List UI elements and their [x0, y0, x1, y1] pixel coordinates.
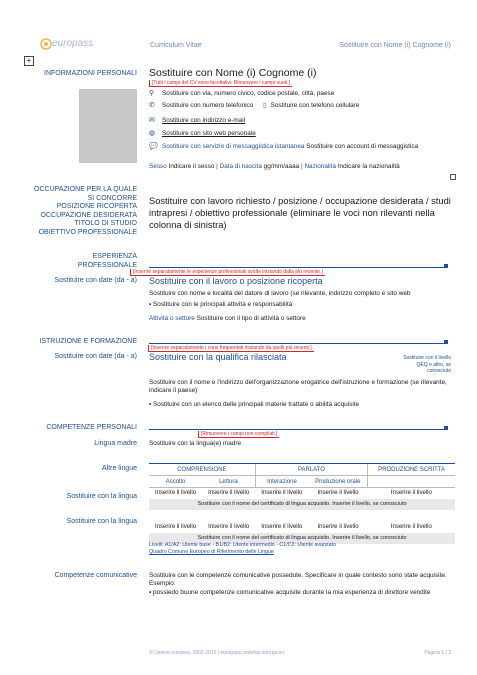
sex-value: Indicare il sesso [168, 163, 215, 170]
level-cell: Inserire il livello [155, 490, 197, 497]
framework-link[interactable]: Quadro Comune Europeo di Riferimento delle Lingue [149, 549, 274, 555]
web-row [149, 130, 256, 138]
communication-label: Competenze comunicative [54, 572, 137, 579]
experience-activities: ▪ Sostituire con le principali attività e responsabilità [149, 301, 293, 308]
dob-value: gg/mm/aaaa [263, 163, 300, 170]
level-cell: Inserire il livello [208, 524, 250, 530]
communication-text: Sostituire con le competenze comunicative possedute. Specificare in quale contesto sono state acquisite. Esempio: [149, 572, 447, 587]
objective-label: OCCUPAZIONE PER LA QUALE SI CONCORRE POSIZIONE RICOPERTA OCCUPAZIONE DESIDERATA TITOLO DI STUDIO OBIETTIVO PROFESSIONALE [34, 186, 137, 236]
sector-label: Attività o settore [149, 315, 195, 322]
phone-text: Sostituire con numero telefonico [162, 102, 254, 109]
education-divider-end [444, 340, 448, 344]
subhead-listening: Ascolto [149, 476, 202, 488]
other-languages-label: Altre lingue [101, 465, 137, 472]
mobile-text: Sostituire con telefono cellulare [270, 102, 360, 109]
skills-divider-end [444, 426, 448, 430]
education-eqf-level: Sostituire con il livello QEQ o altro, se conosciuto [403, 355, 451, 374]
plus-icon: + [26, 56, 32, 65]
im-row [149, 143, 418, 151]
language-row [149, 488, 455, 499]
website-link[interactable]: Sostituire con sito web personale [162, 130, 256, 137]
communication-bullet: ▪ possiedo buone competenze comunicative acquisite durante la mia esperienza di direttore vendite [149, 589, 431, 596]
group-writing: PRODUZIONE SCRITTA [368, 464, 455, 476]
location-icon: ⚲ [149, 90, 155, 97]
email-row [149, 117, 245, 125]
skills-divider [149, 429, 447, 430]
nationality-value: Indicare la nazionalità [337, 163, 400, 170]
level-cell: Inserire il livello [390, 524, 432, 530]
web-icon: ◍ [149, 130, 156, 137]
europass-logo [38, 37, 100, 51]
phone-icon: ✆ [149, 102, 155, 109]
im-label: Sostituire con servizio di messaggistica istantanea [162, 143, 305, 150]
education-note: [Inserire separatamente i corsi frequentati iniziando da quelli più recenti.] [148, 345, 314, 352]
subhead-interaction: Interazione [255, 476, 308, 488]
checkbox[interactable] [450, 174, 456, 180]
level-cell: Inserire il livello [261, 490, 303, 497]
dob-label: Data di nascita [219, 163, 262, 170]
logo-text: europass [52, 38, 94, 49]
experience-divider [149, 267, 447, 268]
language-name: Sostituire con la lingua [66, 518, 137, 525]
certificate-cell: Sostituire con il nome del certificato di lingua acquisito. Inserire il livello, se conosciuto [149, 533, 455, 544]
personal-details-row: Sesso Indicare il sesso | Data di nascita gg/mm/aaaa | Nazionalità Indicare la nazionalità [149, 163, 400, 170]
header-name: Sostituire con Nome (i) Cognome (i) [339, 42, 451, 49]
level-cell: Inserire il livello [261, 524, 303, 530]
level-cell: Inserire il livello [317, 490, 359, 497]
sector-value: Sostituire con il tipo di attività o settore [196, 315, 306, 322]
certificate-cell: Sostituire con il nome del certificato di lingua acquisito. Inserire il livello, se conosciuto [149, 499, 455, 510]
footer-page: Pagina 1 / 2 [424, 650, 451, 656]
experience-sector [149, 315, 306, 323]
footer-copyright: © Unione europea, 2002-2015 | europass.cedefop.europa.eu [149, 650, 285, 656]
skills-note: [Rimuovere i campi non compilati.] [198, 431, 279, 438]
education-org: Sostituire con il nome e l'indirizzo dell'organizzazione erogatrice dell'istruzione e formazione (se rilevante, indicare il paese) [149, 379, 447, 394]
group-speaking: PARLATO [255, 464, 368, 476]
person-name: Sostituire con Nome (i) Cognome (i) [149, 67, 317, 79]
experience-divider-end [444, 264, 448, 268]
experience-title: Sostituire con il lavoro o posizione ricoperta [149, 276, 323, 286]
level-cell: Inserire il livello [390, 490, 432, 497]
email-link[interactable]: Sostituire con indirizzo e-mail [162, 117, 246, 124]
group-comprehension: COMPRENSIONE [149, 464, 255, 476]
language-table [149, 463, 455, 544]
education-label: ISTRUZIONE E FORMAZIONE [39, 338, 137, 345]
phone-row [149, 102, 359, 110]
address-text: Sostituire con via, numero civico, codice postale, città, paese [162, 90, 335, 97]
education-title: Sostituire con la qualifica rilasciata [149, 352, 287, 362]
email-icon: ✉ [149, 117, 155, 124]
experience-employer: Sostituire con nome e località del datore di lavoro (se rilevante, indirizzo completo e sito web [149, 290, 411, 297]
sex-label: Sesso [149, 163, 167, 170]
photo-placeholder [79, 89, 137, 163]
doc-type: Curriculum Vitae [150, 42, 202, 49]
mobile-icon: ▯ [263, 102, 267, 109]
objective-text: Sostituire con lavoro richiesto / posizione / occupazione desiderata / studi intrapresi / obiettivo professionale (eliminare le voci non rilevanti nella colonna di sinistra) [149, 196, 451, 230]
mother-tongue-label: Lingua madre [94, 440, 137, 447]
subhead-production: Produzione orale [308, 476, 367, 488]
skills-label: COMPETENZE PERSONALI [46, 424, 137, 431]
expand-button[interactable] [24, 56, 34, 66]
personal-section-label: INFORMAZIONI PERSONALI [44, 70, 137, 77]
education-subjects: ▪ Sostituire con un elenco delle principali materie trattate o abilità acquisite [149, 401, 360, 408]
address-row [149, 90, 334, 98]
subhead-empty [368, 476, 455, 488]
education-dates: Sostituire con date (da - a) [54, 353, 137, 360]
language-name: Sostituire con la lingua [66, 493, 137, 500]
im-value: Sostituire con account di messaggistica [306, 143, 419, 150]
subhead-reading: Lettura [202, 476, 255, 488]
experience-note: [Inserire separatamente le esperienze professionali svolte iniziando dalla più recente.] [130, 269, 325, 276]
chat-icon: 💬 [149, 143, 158, 150]
level-cell: Inserire il livello [317, 524, 359, 530]
nationality-label: Nazionalità [304, 163, 337, 170]
level-cell: Inserire il livello [155, 524, 197, 530]
experience-label: ESPERIENZA PROFESSIONALE [77, 253, 137, 269]
levels-legend: Livelli: A1/A2: Utente base - B1/B2: Utente intermedio - C1/C2: Utente avanzato [149, 542, 336, 548]
education-divider [149, 343, 447, 344]
language-row [149, 522, 455, 533]
optional-note: [Tutti i campi del CV sono facoltativi. Rimuovere i campi vuoti.] [149, 80, 292, 87]
experience-dates: Sostituire con date (da - a) [54, 277, 137, 284]
mother-tongue-value: Sostituire con la lingua(e) madre [149, 440, 241, 447]
level-cell: Inserire il livello [208, 490, 250, 497]
